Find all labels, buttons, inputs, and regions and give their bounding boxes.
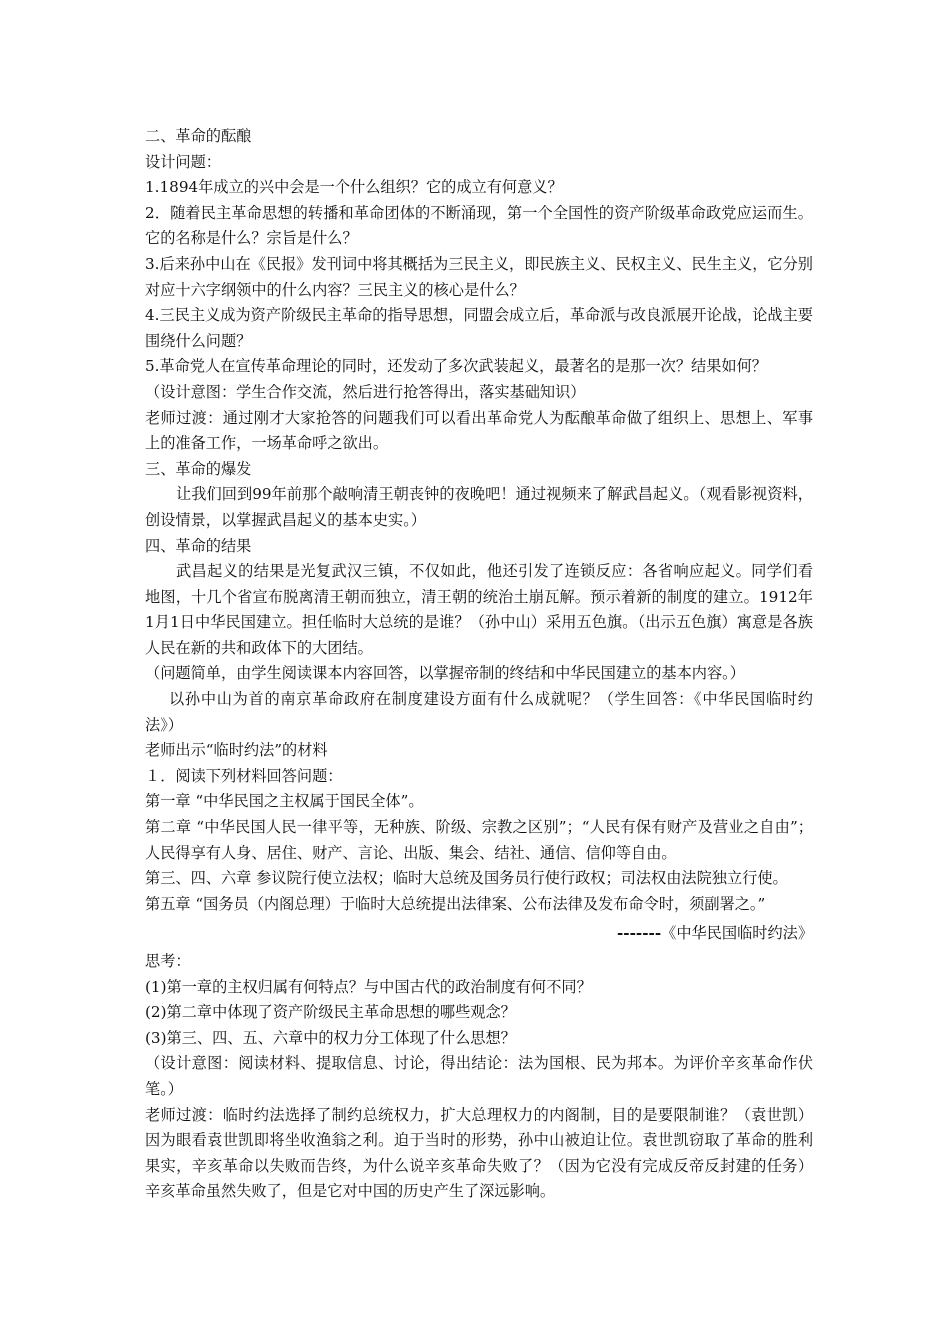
- reading-instruction: １．阅读下列材料回答问题：: [145, 766, 343, 785]
- thinking-question-2: (2)第二章中体现了资产阶级民主革命思想的哪些观念？: [145, 1003, 516, 1022]
- section-heading-result: 四、革命的结果: [145, 536, 252, 555]
- thinking-question-3: (3)第三、四、五、六章中的权力分工体现了什么思想？: [145, 1028, 516, 1047]
- result-paragraph: 武昌起义的结果是光复武汉三镇，不仅如此，他还引发了连锁反应：各省响应起义。同学们看地图，十几个省宣布脱离清王朝而独立，清王朝的统治土崩瓦解。预示着新的制度的建立。1912年1月1日中华民国建立。担任临时大总统的是谁？（孙中山）采用五色旗。（出示五色旗）寓意是各族人民在新的共和政体下的大团结。: [145, 562, 813, 657]
- design-intent-2: （设计意图：阅读材料、提取信息、讨论，得出结论：法为国根、民为邦本。为评价辛亥革命作伏笔。）: [145, 1054, 813, 1098]
- source-citation: [145, 921, 813, 947]
- source-title: 《中华民国临时约法》: [661, 924, 813, 943]
- document-body: [145, 124, 813, 1205]
- chapter-2-excerpt: 第二章 “中华民国人民一律平等，无种族、阶级、宗教之区别”；“人民有保有财产及营业之自由”；人民得享有人身、居住、财产、言论、出版、集会、结社、通信、信仰等自由。: [145, 818, 813, 862]
- result-note: （问题简单，由学生阅读课本内容回答，以掌握帝制的终结和中华民国建立的基本内容。）: [145, 664, 745, 683]
- thinking-question-1: (1)第一章的主权归属有何特点？与中国古代的政治制度有何不同？: [145, 977, 592, 996]
- section-heading-outbreak: 三、革命的爆发: [145, 459, 252, 478]
- thinking-label: 思考：: [145, 952, 191, 970]
- design-intent-1: （设计意图：学生合作交流，然后进行抢答得出，落实基础知识）: [145, 382, 586, 401]
- question-4: 4.三民主义成为资产阶级民主革命的指导思想，同盟会成立后，革命派与改良派展开论战，论战主要围绕什么问题？: [145, 306, 813, 350]
- chapter-5-excerpt: 第五章 “国务员（内阁总理）于临时大总统提出法律案、公布法律及发布命令时，须副署之。”: [145, 894, 766, 913]
- chapter-1-excerpt: 第一章 “中华民国之主权属于国民全体”。: [145, 792, 424, 811]
- section-heading-brewing: 二、革命的酝酿: [145, 127, 252, 145]
- question-3: 3.后来孙中山在《民报》发刊词中将其概括为三民主义，即民族主义、民权主义、民生主义，它分别对应十六字纲领中的什么内容？三民主义的核心是什么？: [145, 254, 813, 299]
- teacher-transition-1: 老师过渡：通过刚才大家抢答的问题我们可以看出革命党人为酝酿革命做了组织上、思想上、军事上的准备工作，一场革命呼之欲出。: [145, 408, 813, 453]
- teacher-transition-2: 老师过渡：临时约法选择了制约总统权力，扩大总理权力的内阁制，目的是要限制谁？（袁世凯）因为眼看袁世凯即将坐收渔翁之利。迫于当时的形势，孙中山被迫让位。袁世凯窃取了革命的胜利果实，辛亥革命以失败而告终，为什么说辛亥革命失败了？（因为它没有完成反帝反封建的任务）辛亥革命虽然失败了，但是它对中国的历史产生了深远影响。: [145, 1105, 813, 1201]
- achievement-question: 以孙中山为首的南京革命政府在制度建设方面有什么成就呢？（学生回答：《中华民国临时约法》）: [145, 690, 813, 734]
- design-questions-label: 设计问题：: [145, 152, 221, 171]
- source-dash: -------: [617, 924, 662, 943]
- question-5: 5.革命党人在宣传革命理论的同时，还发动了多次武装起义，最著名的是那一次？结果如何？: [145, 357, 767, 376]
- question-2: 2．随着民主革命思想的转播和革命团体的不断涌现，第一个全国性的资产阶级革命政党应运而生。它的名称是什么？宗旨是什么？: [145, 203, 813, 248]
- question-1: 1.1894年成立的兴中会是一个什么组织？它的成立有何意义？: [145, 178, 563, 197]
- material-intro: 老师出示“临时约法”的材料: [145, 741, 328, 760]
- chapter-3-4-6-excerpt: 第三、四、六章 参议院行使立法权；临时大总统及国务员行使行政权；司法权由法院独立行使。: [145, 869, 788, 888]
- outbreak-paragraph: 让我们回到99年前那个敲响清王朝丧钟的夜晚吧！通过视频来了解武昌起义。（观看影视资料，创设情景，以掌握武昌起义的基本史实。）: [145, 485, 813, 529]
